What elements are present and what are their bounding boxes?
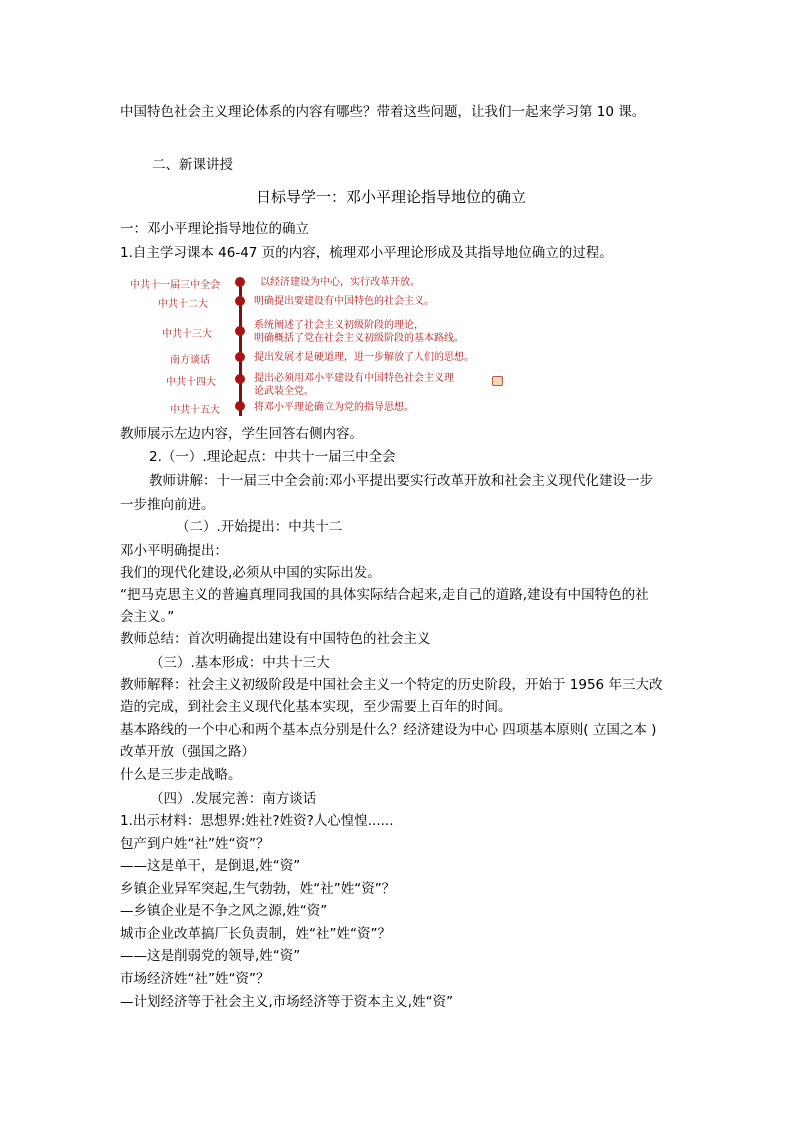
timeline-event: 中共十三大 [162, 329, 212, 340]
timeline-event: 中共十二大 [158, 299, 208, 310]
paragraph: 基本路线的一个中心和两个基本点分别是什么？经济建设为中心 四项基本原则( 立国之本 ) [120, 722, 657, 738]
timeline-event: 中共十四大 [166, 377, 216, 388]
paragraph: 教师讲解：十一届三中全会前:邓小平提出要实行改革开放和社会主义现代化建设一步 [149, 473, 654, 489]
timeline-dot [235, 374, 245, 384]
quote: “把马克思主义的普遍真理同我国的具体实际结合起来,走自己的道路,建设有中国特色的社 [120, 587, 649, 603]
paragraph: 1.出示材料：思想界:姓社?姓资?人心惶惶...... [120, 813, 394, 829]
section-heading: 二、新课讲授 [152, 157, 233, 173]
paragraph: 我们的现代化建设,必须从中国的实际出发。 [120, 565, 381, 581]
timeline-desc: 明确概括了党在社会主义初级阶段的基本路线。 [254, 333, 464, 344]
paragraph: 教师总结：首次明确提出建设有中国特色的社会主义 [120, 631, 431, 647]
part-heading: 一：邓小平理论指导地位的确立 [120, 221, 309, 237]
timeline-desc: 论武装全党。 [254, 386, 314, 397]
subheading: （四）.发展完善：南方谈话 [150, 791, 317, 807]
timeline-event: 南方谈话 [170, 355, 210, 366]
task-text: 1.自主学习课本 46-47 页的内容，梳理邓小平理论形成及其指导地位确立的过程。 [120, 245, 613, 261]
paragraph: —计划经济等于社会主义,市场经济等于资本主义,姓“资” [120, 994, 454, 1010]
paragraph: 教师展示左边内容，学生回答右侧内容。 [120, 426, 363, 442]
timeline-desc: 提出必须用邓小平建设有中国特色社会主义理 [254, 373, 454, 384]
paragraph: 造的完成，到社会主义现代化基本实现，至少需要上百年的时间。 [120, 699, 512, 715]
paragraph: 什么是三步走战略。 [120, 767, 242, 783]
paragraph: 乡镇企业异军突起,生气勃勃，姓“社”姓“资”？ [120, 881, 396, 897]
paragraph: 改革开放（强国之路） [120, 744, 255, 760]
intro-paragraph: 中国特色社会主义理论体系的内容有哪些？带着这些问题，让我们一起来学习第 10 课。 [120, 104, 646, 120]
paragraph: 邓小平明确提出： [120, 543, 228, 559]
timeline-dot [235, 296, 245, 306]
timeline-dot [235, 352, 245, 362]
paragraph: ——这是削弱党的领导,姓“资” [120, 948, 301, 964]
subheading: （三）.基本形成：中共十三大 [150, 655, 330, 671]
timeline-dot [235, 326, 245, 336]
goal-title: 日标导学一：邓小平理论指导地位的确立 [256, 188, 527, 206]
timeline-event: 中共十一届三中全会 [130, 280, 220, 291]
paragraph: ——这是单干，是倒退,姓“资” [120, 858, 301, 874]
paragraph: —乡镇企业是不争之风之源,姓“资” [120, 903, 328, 919]
subheading: （二）.开始提出：中共十二 [176, 519, 343, 535]
paragraph: 城市企业改革搞厂长负责制，姓“社”姓“资”？ [120, 926, 391, 942]
paragraph: 市场经济姓“社”姓“资”？ [120, 971, 270, 987]
timeline-event: 中共十五大 [170, 405, 220, 416]
subheading: 2.（一）.理论起点：中共十一届三中全会 [149, 449, 396, 465]
timeline-figure [122, 270, 512, 420]
timeline-desc: 以经济建设为中心，实行改革开放。 [260, 277, 420, 288]
timeline-dot [235, 401, 245, 411]
paragraph: 教师解释：社会主义初级阶段是中国社会主义一个特定的历史阶段，开始于 1956 年三大改 [120, 677, 663, 693]
timeline-dot [235, 277, 245, 287]
paragraph: 一步推向前进。 [120, 497, 215, 513]
document-icon [492, 376, 503, 386]
timeline-desc: 提出发展才是硬道理，进一步解放了人们的思想。 [254, 352, 474, 363]
timeline-desc: 将邓小平理论确立为党的指导思想。 [254, 402, 414, 413]
quote: 会主义。” [120, 609, 175, 625]
timeline-desc: 明确提出要建设有中国特色的社会主义。 [254, 296, 434, 307]
paragraph: 包产到户姓“社”姓“资”？ [120, 836, 270, 852]
timeline-desc: 系统阐述了社会主义初级阶段的理论， [254, 320, 424, 331]
